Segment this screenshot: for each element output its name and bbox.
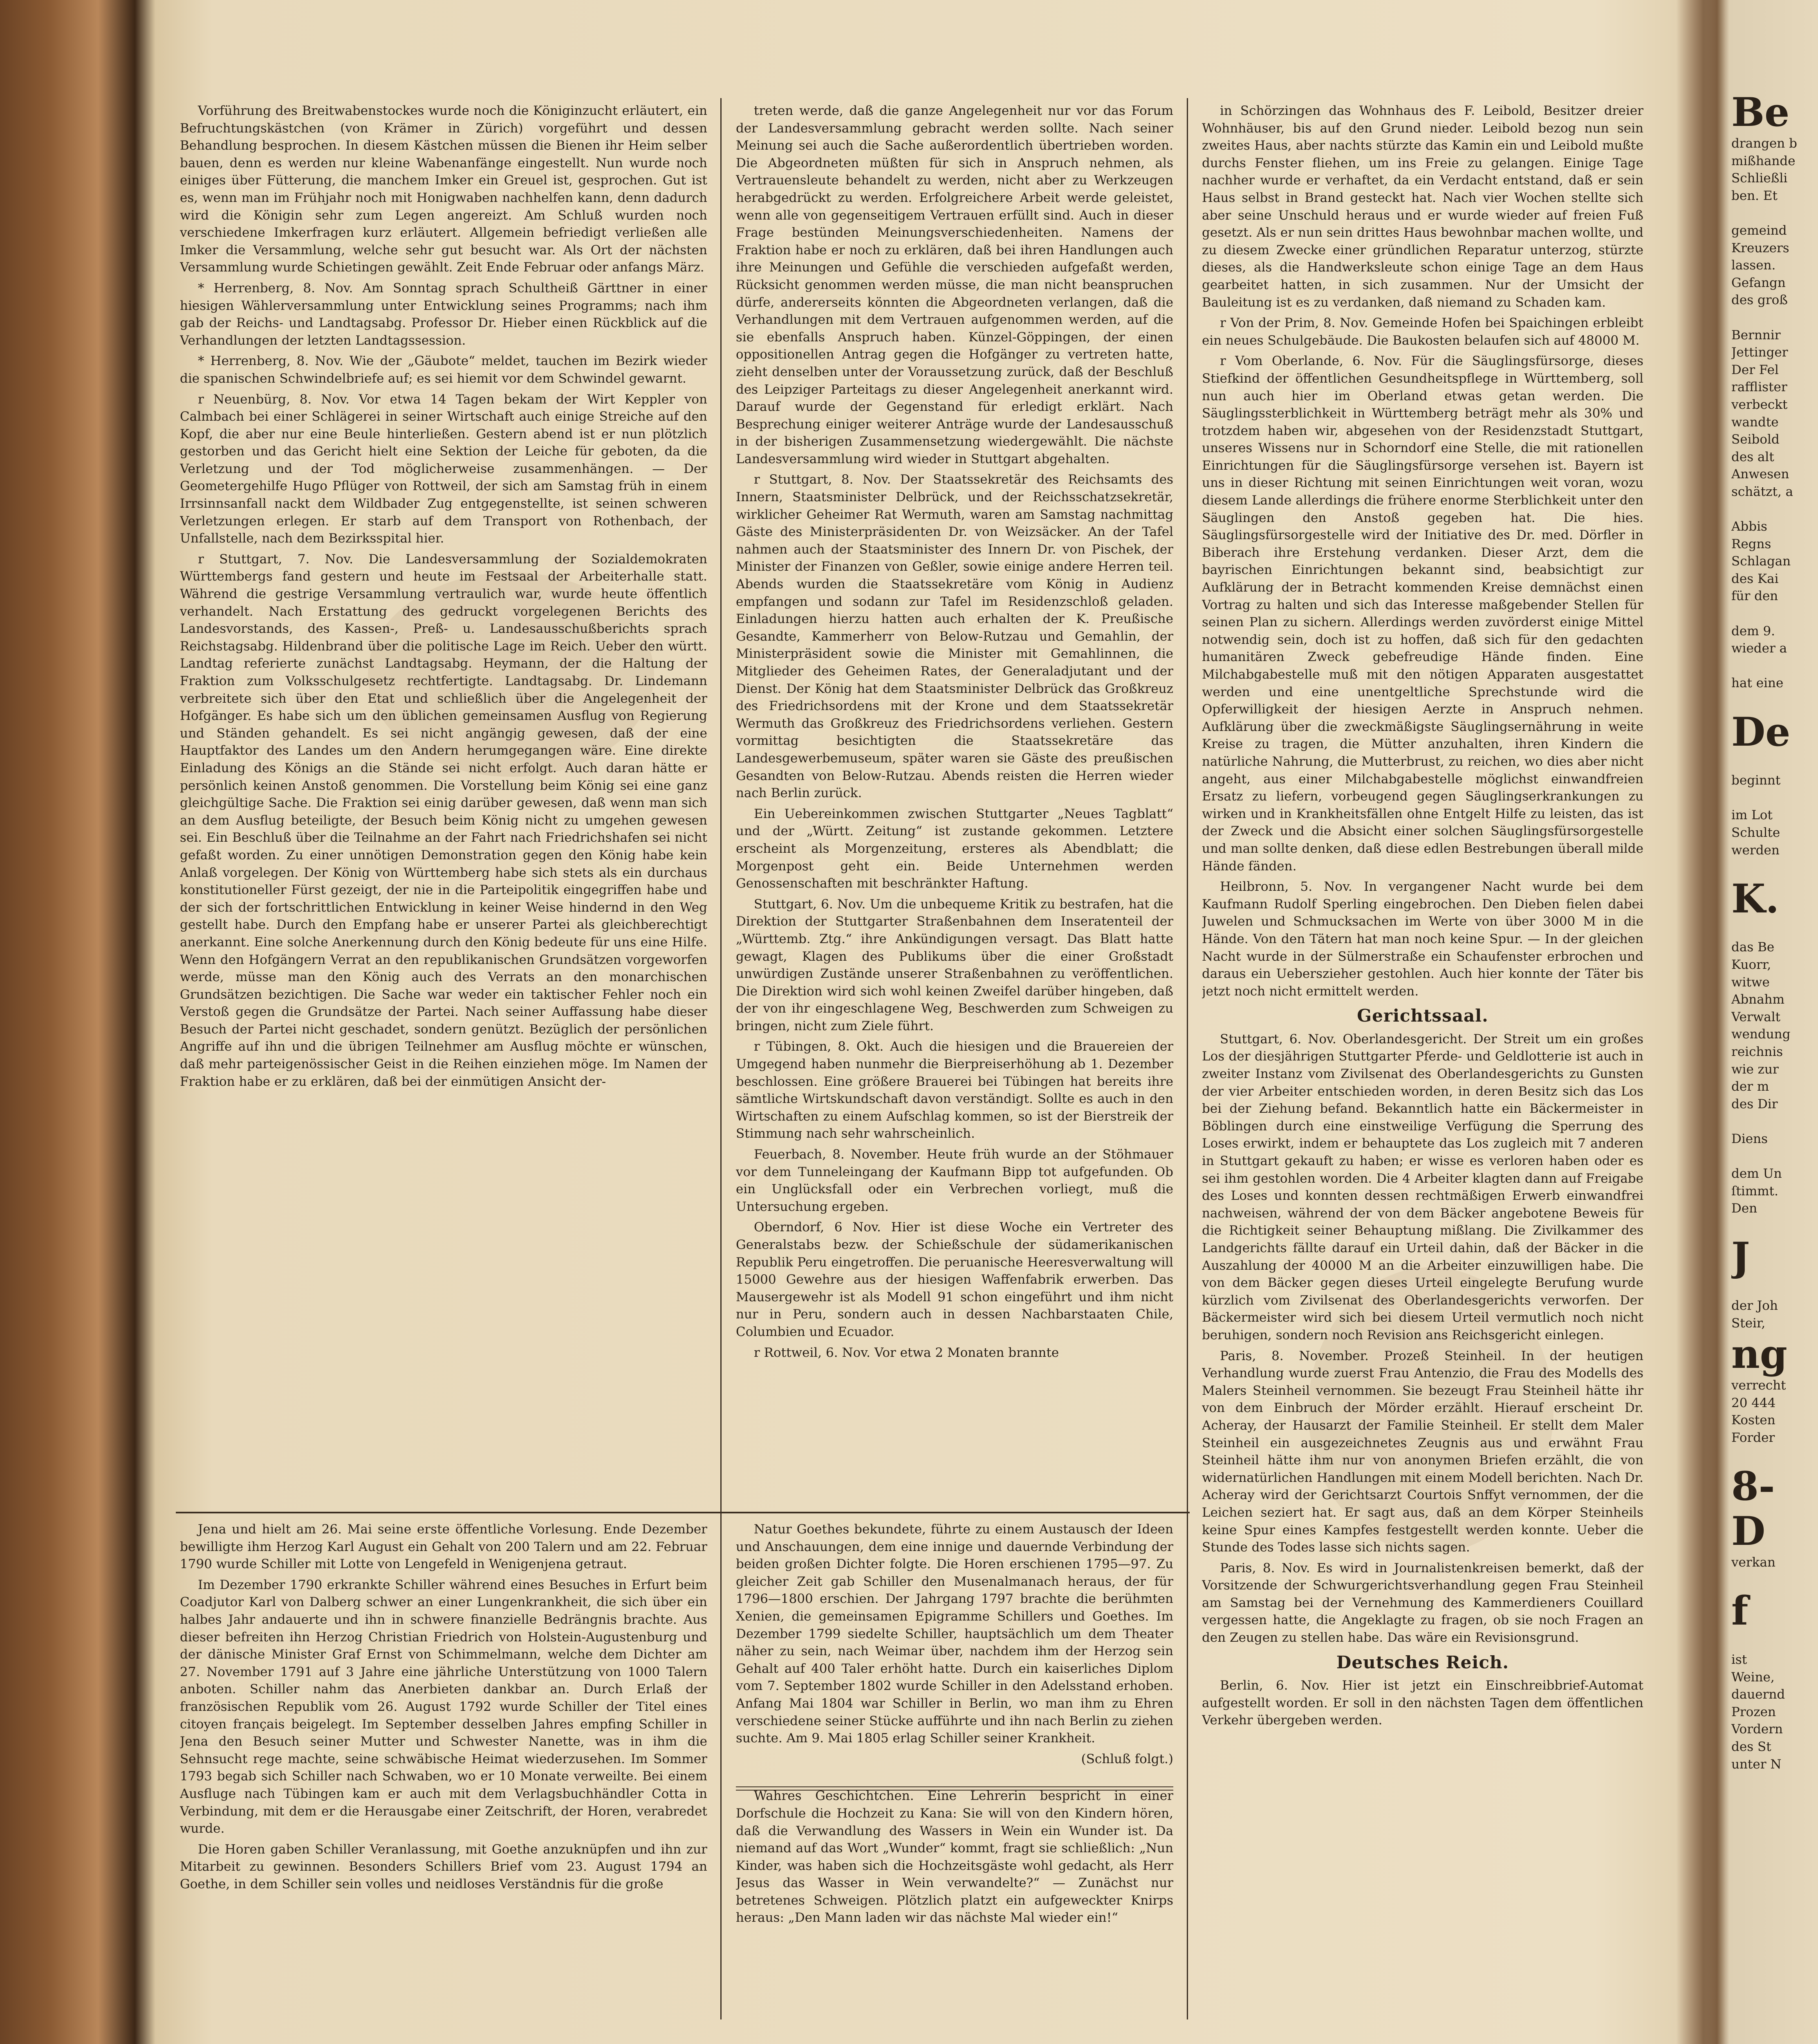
article-paragraph: Stuttgart, 6. Nov. Um die unbequeme Kritik zu bestrafen, hat die Direktion der Stuttgarter Straßenbahnen dem Inseratenteil der „Württemb. Ztg.“ ihre Ankündigungen versagt. Das Blatt hatte gewagt, Klagen des Publikums über die einer Großstadt unwürdigen Zustände unserer Straßenbahnen zu veröffentlichen. Die Direktion wird sich wohl keinen Zweifel darüber hingeben, daß der von ihr eingeschlagene Weg, Beschwerden zum Schweigen zu bringen, nicht zum Ziele führt. (736, 896, 1173, 1033)
edge-text-fragment: das Be (1731, 940, 1775, 955)
edge-text-fragment (1731, 1280, 1818, 1297)
edge-text-fragment: der Joh (1731, 1298, 1778, 1313)
edge-text-fragment (1731, 204, 1818, 222)
edge-text-fragment: Schulte (1731, 825, 1780, 840)
edge-text-fragment: beginnt (1731, 773, 1781, 788)
article-paragraph: r Stuttgart, 7. Nov. Die Landesversammlung der Sozialdemokraten Württembergs fand gestern und heute im Festsaal der Arbeiterhalle statt. Während die gestrige Versammlung vertraulich war, wurde heute öffentlich verhandelt. Nach Erstattung des gedruckt vorgelegenen Berichts des Landesvorstands, des Kassen-, Preß- u. Landesausschußberichts sprach Reichstagsabg. Hildenbrand über die politische Lage im Reich. Ueber den württ. Landtag referierte zunächst Landtagsabg. Heymann, der die Haltung der Fraktion zum Volksschulgesetz rechtfertigte. Landtagsabg. Dr. Lindemann verbreitete sich über den Etat und schließlich über die Angelegenheit der Hofgänger. Es habe sich um den üblichen gemeinsamen Ausflug von Regierung und Ständen gehandelt. Es sei nicht angängig gewesen, daß der eine Hauptfaktor des Landes um den Andern herumgegangen wäre. Eine direkte Einladung des Königs an die Stände sei nicht erfolgt. Auch daran hätte er persönlich keinen Anstoß genommen. Die Vorstellung beim König sei eine ganz gleichgültige Sache. Die Fraktion sei einig darüber gewesen, daß wenn man sich an dem Ausflug beteiligte, der Besuch beim König nicht zu umgehen gewesen sei. Ein Beschluß über die Teilnahme an der Fahrt nach Friedrichshafen sei nicht gefaßt worden. Zu einer unnötigen Demonstration gegen den König habe kein Anlaß vorgelegen. Der König von Württemberg habe sich stets als ein durchaus konstitutioneller Fürst gezeigt, der nie in die Parteipolitik eingegriffen habe und der sich der fortschrittlichen Entwicklung in keiner Weise hindernd in den Weg gestellt habe. Durch den Empfang habe er unserer Partei als gleichberechtigt anerkannt. Eine solche Anerkennung durch den König bedeute für uns eine Hilfe. Wenn den Hofgängern Verrat an den republikanischen Grundsätzen vorgeworfen werde, müsse man den König auch des Verrats an den monarchischen Grundsätzen bezichtigen. Die Sache war weder ein taktischer Fehler noch ein Verstoß gegen die Grundsätze der Partei. Nach seiner Auffassung habe dieser Besuch der Partei nicht geschadet, sondern genützt. Bezüglich der persönlichen Angriffe auf ihn und die übrigen Teilnehmer am Ausflug möchte er wünschen, daß mehr parteigenössischer Geist in die Reihen einziehen möge. Im Namen der Fraktion habe er zu erklären, daß bei der einmütigen Ansicht der- (180, 551, 707, 1089)
article-paragraph: Heilbronn, 5. Nov. In vergangener Nacht wurde bei dem Kaufmann Rudolf Sperling eingebrochen. Den Dieben fielen dabei Juwelen und Schmucksachen im Werte von über 3000 M in die Hände. Von den Tätern hat man noch keine Spur. — In der gleichen Nacht wurde in der Sülmerstraße ein Schaufenster erbrochen und daraus ein Ueberszieher gestohlen. Auch hier konnte der Täter bis jetzt noch nicht ermittelt werden. (1202, 879, 1643, 999)
edge-text-fragment: Regns (1731, 536, 1771, 551)
edge-text-fragment: K. (1731, 875, 1779, 922)
article-paragraph: Paris, 8. November. Prozeß Steinheil. In der heutigen Verhandlung wurde zuerst Frau Antenzio, die Frau des Modells des Malers Steinheil vernommen. Sie bezeugt Frau Steinheil hätte ihr von dem Einbruch der Mörder erzählt. Hierauf erscheint Dr. Acheray, der Hausarzt der Familie Steinheil. Er stellt dem Maler Steinheil ein ausgezeichnetes Zeugnis aus und erwähnt Frau Steinheil hätte ihm nur von anonymen Briefen erzählt, die von widernatürlichen Handlungen mit einem Modell berichten. Nach Dr. Acheray wird der Gerichtsarzt Courtois Snffyt vernommen, der die Leichen seziert hat. Er sagt aus, daß an dem Körper Steinheils keine Spur eines Kampfes festgestellt werden konnte. Ueber die Stunde des Todes lasse sich nichts sagen. (1202, 1348, 1643, 1555)
edge-text-fragment: des alt (1731, 449, 1774, 464)
edge-text-fragment: mißhande (1731, 153, 1796, 168)
edge-text-fragment: unter N (1731, 1757, 1782, 1772)
edge-text-fragment: Prozen (1731, 1704, 1776, 1719)
edge-text-fragment (1731, 1634, 1818, 1651)
feuilleton-paragraph: Jena und hielt am 26. Mai seine erste öffentliche Vorlesung. Ende Dezember bewilligte ihm Herzog Karl August ein Gehalt von 200 Talern und am 22. Februar 1790 wurde Schiller mit Lotte von Lengefeld in Wenigenjena getraut. (180, 1522, 707, 1572)
edge-text-fragment: des St (1731, 1739, 1771, 1754)
edge-text-fragment: dauernd (1731, 1687, 1785, 1702)
article-paragraph: Vorführung des Breitwabenstockes wurde noch die Königinzucht erläutert, ein Befruchtungskästchen (von Krämer in Zürich) vorgeführt und dessen Behandlung besprochen. In diesem Kästchen müssen die Bienen ihr Heim selber bauen, denn es werden nur kleine Wabenanfänge eingestellt. Nun wurde noch einiges über Fütterung, die manchem Imker ein Greuel ist, gesprochen. Gut ist es, wenn man im Frühjahr noch mit Honigwaben nachhelfen kann, denn dadurch wird die Königin sehr zum Legen angereizt. Am Schluß wurden noch verschiedene Imkerfragen kurz erläutert. Allgemein befriedigt verließen alle Imker die Versammlung, welche sehr gut besucht war. Als Ort der nächsten Versammlung wurde Schietingen gewählt. Zeit Ende Februar oder anfangs März. (180, 103, 707, 275)
edge-text-fragment: Abnahm (1731, 992, 1785, 1007)
article-paragraph: Oberndorf, 6 Nov. Hier ist diese Woche ein Vertreter des Generalstabs bezw. der Schießschule der südamerikanischen Republik Peru eingetroffen. Die peruanische Heeresverwaltung will 15000 Gewehre aus der hiesigen Waffenfabrik erwerben. Das Mausergewehr ist als Modell 91 schon eingeführt und ihm nicht nur in Peru, sondern auch in dessen Nachbarstaaten Chile, Columbien und Ecuador. (736, 1220, 1173, 1339)
edge-text-fragment: witwe (1731, 975, 1770, 990)
article-paragraph: r Stuttgart, 8. Nov. Der Staatssekretär des Reichsamts des Innern, Staatsminister Delbrück, und der Reichsschatzsekretär, wirklicher Geheimer Rat Wermuth, waren am Samstag nachmittag Gäste des Ministerpräsidenten Dr. von Weizsäcker. An der Tafel nahmen auch der Staatsminister des Innern Dr. von Pischek, der Minister der Finanzen von Geßler, sowie einige andere Herren teil. Abends wurden die Staatssekretäre vom König in Audienz empfangen und sodann zur Tafel im Residenzschloß geladen. Einladungen hierzu hatten auch erhalten der K. Preußische Gesandte, Kammerherr von Below-Rutzau und Gemahlin, der Ministerpräsident sowie die Minister mit Gemahlinnen, die Mitglieder des Geheimen Rates, der Generaladjutant und der Dienst. Der König hat dem Staatsminister Delbrück das Großkreuz des Friedrichsordens mit der Krone und dem Staatssekretär Wermuth das Großkreuz des Friedrichsordens verliehen. Gestern vormittag besichtigten die Staatssekretäre das Landesgewerbemuseum, später waren sie Gäste des preußischen Gesandten von Below-Rutzau. Abends reisten die Herren wieder nach Berlin zurück. (736, 472, 1173, 801)
edge-text-fragment (1731, 500, 1818, 518)
anecdote-paragraph: Wahres Geschichtchen. Eine Lehrerin bespricht in einer Dorfschule die Hochzeit zu Kana: Sie will von den Kindern hören, daß die Verwandlung des Wassers in Wein ein Wunder ist. Da niemand auf das Wort „Wunder“ kommt, fragt sie schließlich: „Nun Kinder, was haben sich die Hochzeitsgäste wohl gedacht, als Herr Jesus das Wasser in Wein verwandelte?“ — Zunächst nur betretenes Schweigen. Plötzlich platzt ein aufgeweckter Knirps heraus: „Den Mann laden wir das nächste Mal wieder ein!“ (736, 1788, 1173, 1925)
article-paragraph: r Von der Prim, 8. Nov. Gemeinde Hofen bei Spaichingen erbleibt ein neues Schulgebäude. Die Baukosten belaufen sich auf 48000 M. (1202, 316, 1643, 348)
edge-text-fragment: J (1731, 1234, 1750, 1280)
edge-text-fragment (1731, 1571, 1818, 1589)
edge-text-fragment: wendung (1731, 1027, 1791, 1042)
edge-text-fragment (1731, 309, 1818, 327)
edge-text-fragment (1731, 859, 1818, 876)
edge-text-fragment: Forder (1731, 1430, 1775, 1445)
feuilleton-paragraph: Natur Goethes bekundete, führte zu einem Austausch der Ideen und Anschauungen, dem eine innige und dauernde Verbindung der beiden großen Dichter folgte. Die Horen erschienen 1795—97. Zu gleicher Zeit gab Schiller den Musenalmanach heraus, der für 1796—1800 erschien. Der Jahrgang 1797 brachte die berühmten Xenien, die gemeinsamen Epigramme Schillers und Goethes. Im Dezember 1799 siedelte Schiller, hauptsächlich um dem Theater näher zu sein, nach Weimar über, nachdem ihm der Herzog sein Gehalt auf 400 Taler erhöht hatte. Durch ein kaiserliches Diplom vom 7. September 1802 wurde Schiller in den Adelsstand erhoben. Anfang Mai 1804 war Schiller in Berlin, wo man ihm zu Ehren verschiedene seiner Stücke aufführte und ihn nach Berlin zu ziehen suchte. Am 9. Mai 1805 erlag Schiller seiner Krankheit. (736, 1522, 1173, 1746)
article-paragraph: r Tübingen, 8. Okt. Auch die hiesigen und die Brauereien der Umgegend haben nunmehr die Bierpreiserhöhung ab 1. Dezember beschlossen. Eine größere Brauerei bei Tübingen hat bereits ihre sämtliche Wirtskundschaft davon verständigt. Sollte es auch in den Wirtschaften zu einem Aufschlag kommen, so ist der Bierstreik der Stimmung nach sehr wahrscheinlich. (736, 1039, 1173, 1141)
edge-text-fragment (1731, 605, 1818, 623)
edge-text-fragment (1731, 921, 1818, 939)
edge-text-fragment: Kuorr, (1731, 957, 1771, 972)
edge-text-fragment: des Kai (1731, 571, 1779, 586)
edge-text-fragment: De (1731, 708, 1791, 755)
edge-text-fragment (1731, 692, 1818, 710)
article-paragraph: Paris, 8. Nov. Es wird in Journalistenkreisen bemerkt, daß der Vorsitzende der Schwurgerichtsverhandlung gegen Frau Steinheil am Samstag bei der Vernehmung des Kammerdieners Couillard vergessen hatte, die Angeklagte zu fragen, ob sie noch Fragen an den Zeugen zu stellen habe. Das wäre ein Revisionsgrund. (1202, 1560, 1643, 1645)
edge-text-fragment (1731, 755, 1818, 772)
edge-text-fragment: Steir, (1731, 1316, 1766, 1331)
edge-text-fragment: wieder a (1731, 641, 1787, 656)
edge-text-fragment: Vordern (1731, 1722, 1783, 1737)
feuilleton-paragraph: Im Dezember 1790 erkrankte Schiller während eines Besuches in Erfurt beim Coadjutor Karl von Dalberg schwer an einer Lungenkrankheit, die sich über ein halbes Jahr andauerte und ihn in schwere finanzielle Bedrängnis brachte. Aus dieser befreiten ihn Herzog Christian Friedrich von Holstein-Augustenburg und der dänische Minister Graf Ernst von Schimmelmann, welche dem Dichter am 27. November 1791 auf 3 Jahre eine jährliche Unterstützung von 1000 Talern anboten. Schiller nahm das Anerbieten dankbar an. Durch Erlaß der französischen Republik vom 26. August 1792 wurde Schiller der Titel eines citoyen français beigelegt. Im September desselben Jahres empfing Schiller in Jena den Besuch seiner Mutter und Schwester Nanette, was in ihm die Sehnsucht rege machte, seine schwäbische Heimat wiederzusehen. Im Sommer 1793 begab sich Schiller nach Schwaben, wo er 10 Monate verweilte. Bei einem Ausfluge nach Tübingen kam er auch mit dem Verlagsbuchhändler Cotta in Verbindung, mit dem er die Herausgabe einer Zeitschrift, der Horen, verabredet wurde. (180, 1577, 707, 1836)
section-heading-reich: Deutsches Reich. (1336, 1652, 1509, 1672)
edge-text-fragment: im Lot (1731, 808, 1773, 823)
section-heading-court: Gerichtssaal. (1357, 1006, 1488, 1026)
edge-text-fragment: dem Un (1731, 1166, 1782, 1181)
edge-text-fragment (1731, 1148, 1818, 1165)
article-paragraph: treten werde, daß die ganze Angelegenheit nur vor das Forum der Landesversammlung gebracht werden sollte. Nach seiner Meinung sei auch die Sache außerordentlich übertrieben worden. Die Abgeordneten müßten für sich in Anspruch nehmen, als Vertrauensleute behandelt zu werden, nicht aber zu Werkzeugen herabgedrückt zu werden. Erfolgreichere Arbeit werde geleistet, wenn alle von gegenseitigem Vertrauen erfüllt sind. Auch in dieser Frage bestünden Meinungsverschiedenheiten. Namens der Fraktion habe er noch zu erklären, daß bei ihren Handlungen auch ihre Meinungen und Gefühle die verschieden aufgefaßt werden, Rücksicht genommen werden müsse, die man nicht beanspruchen dürfe, andererseits könnten die Abgeordneten verlangen, daß die Verhandlungen mit dem Vertrauen aufgenommen werden, auf die sie ebenfalls Anspruch haben. Künzel-Göppingen, der einen oppositionellen Antrag gegen die Hofgänger zu vertreten hatte, zieht denselben unter der Voraussetzung zurück, daß der Beschluß des Leipziger Parteitags zu dieser Angelegenheit anerkannt wird. Darauf wurde der Gegenstand für erledigt erklärt. Nach Besprechung einiger weiterer Anträge wurde der Landesausschuß in der bisherigen Zusammensetzung wiedergewählt. Die nächste Landesversammlung wird wieder in Stuttgart abgehalten. (736, 103, 1173, 466)
article-paragraph: in Schörzingen das Wohnhaus des F. Leibold, Besitzer dreier Wohnhäuser, bis auf den Grund nieder. Leibold bezog nun sein zweites Haus, aber nachts stürzte das Kamin ein und Leibold mußte durchs Fenster fliehen, um ins Freie zu gelangen. Einige Tage nachher wurde er verhaftet, da ein Verdacht entstand, daß er sein Haus selbst in Brand gesteckt hat. Nach vier Wochen stellte sich aber seine Unschuld heraus und er wurde wieder auf freien Fuß gesetzt. Als er nun sein drittes Haus bewohnbar machen wollte, und zu diesem Zwecke einer gründlichen Reparatur unterzog, stürzte dieses, als die Handwerksleute schon einige Tage an dem Haus gearbeitet hatten, in sich zusammen. Nur der Umsicht der Bauleitung ist es zu verdanken, daß niemand zu Schaden kam. (1202, 103, 1643, 310)
news-column-2 (736, 102, 1173, 1508)
edge-text-fragment: Weine, (1731, 1670, 1775, 1685)
article-paragraph: Berlin, 6. Nov. Hier ist jetzt ein Einschreibbrief-Automat aufgestellt worden. Er soll in den nächsten Tagen dem öffentlichen Verkehr übergeben werden. (1202, 1678, 1643, 1728)
edge-text-fragment: werden (1731, 843, 1780, 858)
edge-text-fragment: für den (1731, 589, 1778, 604)
to-be-continued-note: (Schluß folgt.) (1081, 1751, 1173, 1766)
edge-text-fragment: Abbis (1731, 519, 1767, 534)
edge-text-fragment (1731, 1217, 1818, 1235)
edge-text-fragment: Schlagan (1731, 554, 1791, 569)
edge-text-fragment: Gefangn (1731, 275, 1786, 290)
edge-text-fragment: Diens (1731, 1131, 1768, 1146)
edge-text-fragment: schätzt, a (1731, 484, 1793, 499)
article-paragraph: r Rottweil, 6. Nov. Vor etwa 2 Monaten brannte (754, 1345, 1059, 1360)
edge-text-fragment: Kreuzers (1731, 240, 1789, 256)
edge-text-fragment: 8- (1731, 1463, 1775, 1510)
edge-text-fragment (1731, 1447, 1818, 1464)
edge-text-fragment: ben. Et (1731, 188, 1778, 203)
article-paragraph: r Vom Oberlande, 6. Nov. Für die Säuglingsfürsorge, dieses Stiefkind der öffentlichen Gesundheitspflege in Württemberg, soll nun auch hier im Oberland etwas getan werden. Die Säuglingssterblichkeit in Württemberg beträgt mehr als 30% und trotzdem haben wir, abgesehen von der Residenzstadt Stuttgart, unseres Wissens nur in Schorndorf eine Stelle, die mit rationellen Einrichtungen für die Säuglingsfürsorge versehen ist. Bayern ist uns in dieser Richtung mit seinen Einrichtungen weit voran, wozu diesem Lande allerdings die frühere enorme Sterblichkeit unter den Säuglingen den Anstoß gegeben hat. Die hies. Säuglingsfürsorgestelle wird der Initiative des Dr. med. Dörfler in Biberach ihre Erstehung verdanken. Dieser Arzt, dem die bayrischen Einrichtungen bekannt sind, beabsichtigt zur Aufklärung der in Betracht kommenden Kreise demnächst einen Vortrag zu halten und sich das Interesse maßgebender Stellen für seinen Plan zu sichern. Allerdings werden zuvörderst einige Mittel notwendig sein, doch ist zu hoffen, daß sich für den gedachten humanitären Zweck gebefreudige Hände finden. Eine Milchabgabestelle muß mit den nötigen Apparaten ausgestattet werden und eine unentgeltliche Sprechstunde wird die Opferwilligkeit der hiesigen Aerzte in Anspruch nehmen. Aufklärung über die zweckmäßigste Säuglingsernährung in weite Kreise zu tragen, die Mütter anzuhalten, ihren Kindern die natürliche Nahrung, die Mutterbrust, zu reichen, wo dies aber nicht angeht, aus einer Milchabgabestelle möglichst einwandfreien Ersatz zu liefern, vorbeugend gegen Säuglingserkrankungen zu wirken und in Krankheitsfällen ohne Entgelt Hilfe zu leisten, das ist der Zweck und die Absicht einer solchen Säuglingsfürsorgestelle und man sollte denken, daß diese edlen Bestrebungen überall milde Hände fänden. (1202, 354, 1643, 874)
edge-text-fragment (1731, 789, 1818, 807)
feuilleton-divider (176, 1512, 1190, 1513)
edge-text-fragment: ſtimmt. (1731, 1183, 1778, 1199)
feuilleton-double-rule (736, 1786, 1173, 1791)
edge-text-fragment: gemeind (1731, 223, 1787, 238)
edge-text-fragment: Schließli (1731, 171, 1788, 186)
edge-text-fragment: dem 9. (1731, 623, 1775, 639)
edge-text-fragment (1731, 1113, 1818, 1130)
edge-text-fragment: rafflister (1731, 380, 1787, 395)
news-column-3 (1202, 102, 1643, 2024)
edge-text-fragment: ng (1731, 1331, 1787, 1378)
edge-text-fragment (1731, 657, 1818, 675)
article-paragraph: Stuttgart, 6. Nov. Oberlandesgericht. Der Streit um ein großes Los der diesjährigen Stuttgarter Pferde- und Geldlotterie ist auch in zweiter Instanz vom Zivilsenat des Oberlandesgerichts zu Gunsten der vier Arbeiter entschieden worden, in deren Besitz sich das Los bei der Ziehung befand. Bekanntlich hatte ein Bäckermeister in Böblingen durch eine einstweilige Verfügung die Sperrung des Loses erwirkt, indem er behauptete das Los zugleich mit 7 anderen in Stuttgart gekauft zu haben; er wisse es verloren haben oder es sei ihm gestohlen worden. Die 4 Arbeiter klagten dann auf Freigabe des Loses und konnten dessen rechtmäßigen Erwerb einwandfrei nachweisen, während der von dem Bäcker angebotene Beweis für die Richtigkeit seiner Behauptung mißlang. Die Zivilkammer des Landgerichts fällte darauf ein Urteil dahin, daß der Bäcker in die Auszahlung der 40000 M an die Arbeiter einzuwilligen habe. Die von dem Bäcker gegen dieses Urteil eingelegte Berufung wurde kürzlich vom Zivilsenat des Oberlandesgerichts verworfen. Der Bäckermeister wird sich bei diesem Urteil vermutlich noch nicht beruhigen, sondern noch Revision ans Reichsgericht einlegen. (1202, 1031, 1643, 1342)
article-paragraph: Ein Uebereinkommen zwischen Stuttgarter „Neues Tagblatt“ und der „Württ. Zeitung“ ist zustande gekommen. Letztere erscheint als Morgenzeitung, ersteres als Abendblatt; die Morgenpost geht ein. Beide Unternehmen werden Genossenschaften mit beschränkter Haftung. (736, 806, 1173, 891)
article-paragraph: * Herrenberg, 8. Nov. Am Sonntag sprach Schultheiß Gärttner in einer hiesigen Wählerversammlung unter Entwicklung seines Programms; nach ihm gab der Reichs- und Landtagsabg. Professor Dr. Hieber einen Rückblick auf die Verhandlungen der letzten Landtagssession. (180, 280, 707, 348)
article-paragraph: Feuerbach, 8. November. Heute früh wurde an der Stöhmauer vor dem Tunneleingang der Kaufmann Bipp tot aufgefunden. Ob ein Unglücksfall oder ein Verbrechen vorliegt, muß die Untersuchung ergeben. (736, 1147, 1173, 1214)
edge-text-fragment: des Dir (1731, 1096, 1778, 1112)
edge-text-fragment: wandte (1731, 415, 1779, 430)
feuilleton-paragraph: Die Horen gaben Schiller Veranlassung, mit Goethe anzuknüpfen und ihn zur Mitarbeit zu gewinnen. Besonders Schillers Brief vom 23. August 1794 an Goethe, in dem Schiller sein volles und neidloses Verständnis für die große (180, 1842, 707, 1892)
edge-text-fragment: der m (1731, 1079, 1769, 1094)
edge-text-fragment: verkan (1731, 1555, 1775, 1570)
edge-text-fragment: Der Fel (1731, 362, 1779, 377)
edge-text-fragment: verbeckt (1731, 397, 1788, 412)
edge-text-fragment: wie zur (1731, 1062, 1779, 1077)
edge-text-fragment: lassen. (1731, 258, 1776, 273)
article-paragraph: * Herrenberg, 8. Nov. Wie der „Gäubote“ meldet, tauchen im Bezirk wieder die spanischen Schwindelbriefe auf; es sei hiemit vor dem Schwindel gewarnt. (180, 354, 707, 386)
column-divider (1187, 98, 1188, 2019)
edge-text-fragment: f (1731, 1588, 1749, 1634)
edge-text-fragment: verrecht (1731, 1378, 1786, 1393)
edge-text-fragment: D (1731, 1508, 1766, 1555)
adjacent-page-edge-column (1731, 90, 1818, 2044)
news-column-1 (180, 102, 707, 1508)
book-gutter-shadow (1676, 0, 1725, 2044)
edge-text-fragment: Anwesen (1731, 467, 1789, 482)
edge-text-fragment: drangen b (1731, 136, 1797, 151)
edge-text-fragment: ist (1731, 1652, 1747, 1667)
edge-text-fragment: Be (1731, 90, 1790, 135)
article-paragraph: r Neuenbürg, 8. Nov. Vor etwa 14 Tagen bekam der Wirt Keppler von Calmbach bei einer Schlägerei in seiner Wirtschaft auch einige Streiche auf den Kopf, die aber nur eine Beule hinterließen. Gestern abend ist er nun plötzlich gestorben und das Gericht hielt eine Sektion der Leiche für geboten, da die Verletzung und der Tod möglicherweise zusammenhängen. — Der Geometergehilfe Hugo Pflüger von Rottweil, der sich am Samstag früh in einem Irrsinnsanfall nackt dem Wildbader Zug entgegenstellte, ist seinen schweren Verletzungen erlegen. Er starb auf dem Transport von Rothenbach, der Unfallstelle, nach dem Bezirksspital hier. (180, 392, 707, 546)
feuilleton-column-2 (736, 1521, 1173, 2019)
edge-text-fragment: Bernnir (1731, 327, 1781, 343)
edge-text-fragment: 20 444 (1731, 1395, 1776, 1410)
edge-text-fragment: Seibold (1731, 432, 1780, 447)
edge-text-fragment: Verwalt (1731, 1009, 1781, 1024)
edge-text-fragment: Den (1731, 1201, 1757, 1216)
edge-text-fragment: Jettinger (1731, 345, 1788, 360)
edge-text-fragment: des groß (1731, 293, 1788, 308)
edge-text-fragment: hat eine (1731, 676, 1784, 691)
column-divider (720, 98, 722, 2019)
feuilleton-column-1 (180, 1521, 707, 2019)
edge-text-fragment: Kosten (1731, 1413, 1775, 1428)
edge-text-fragment: reichnis (1731, 1044, 1783, 1059)
